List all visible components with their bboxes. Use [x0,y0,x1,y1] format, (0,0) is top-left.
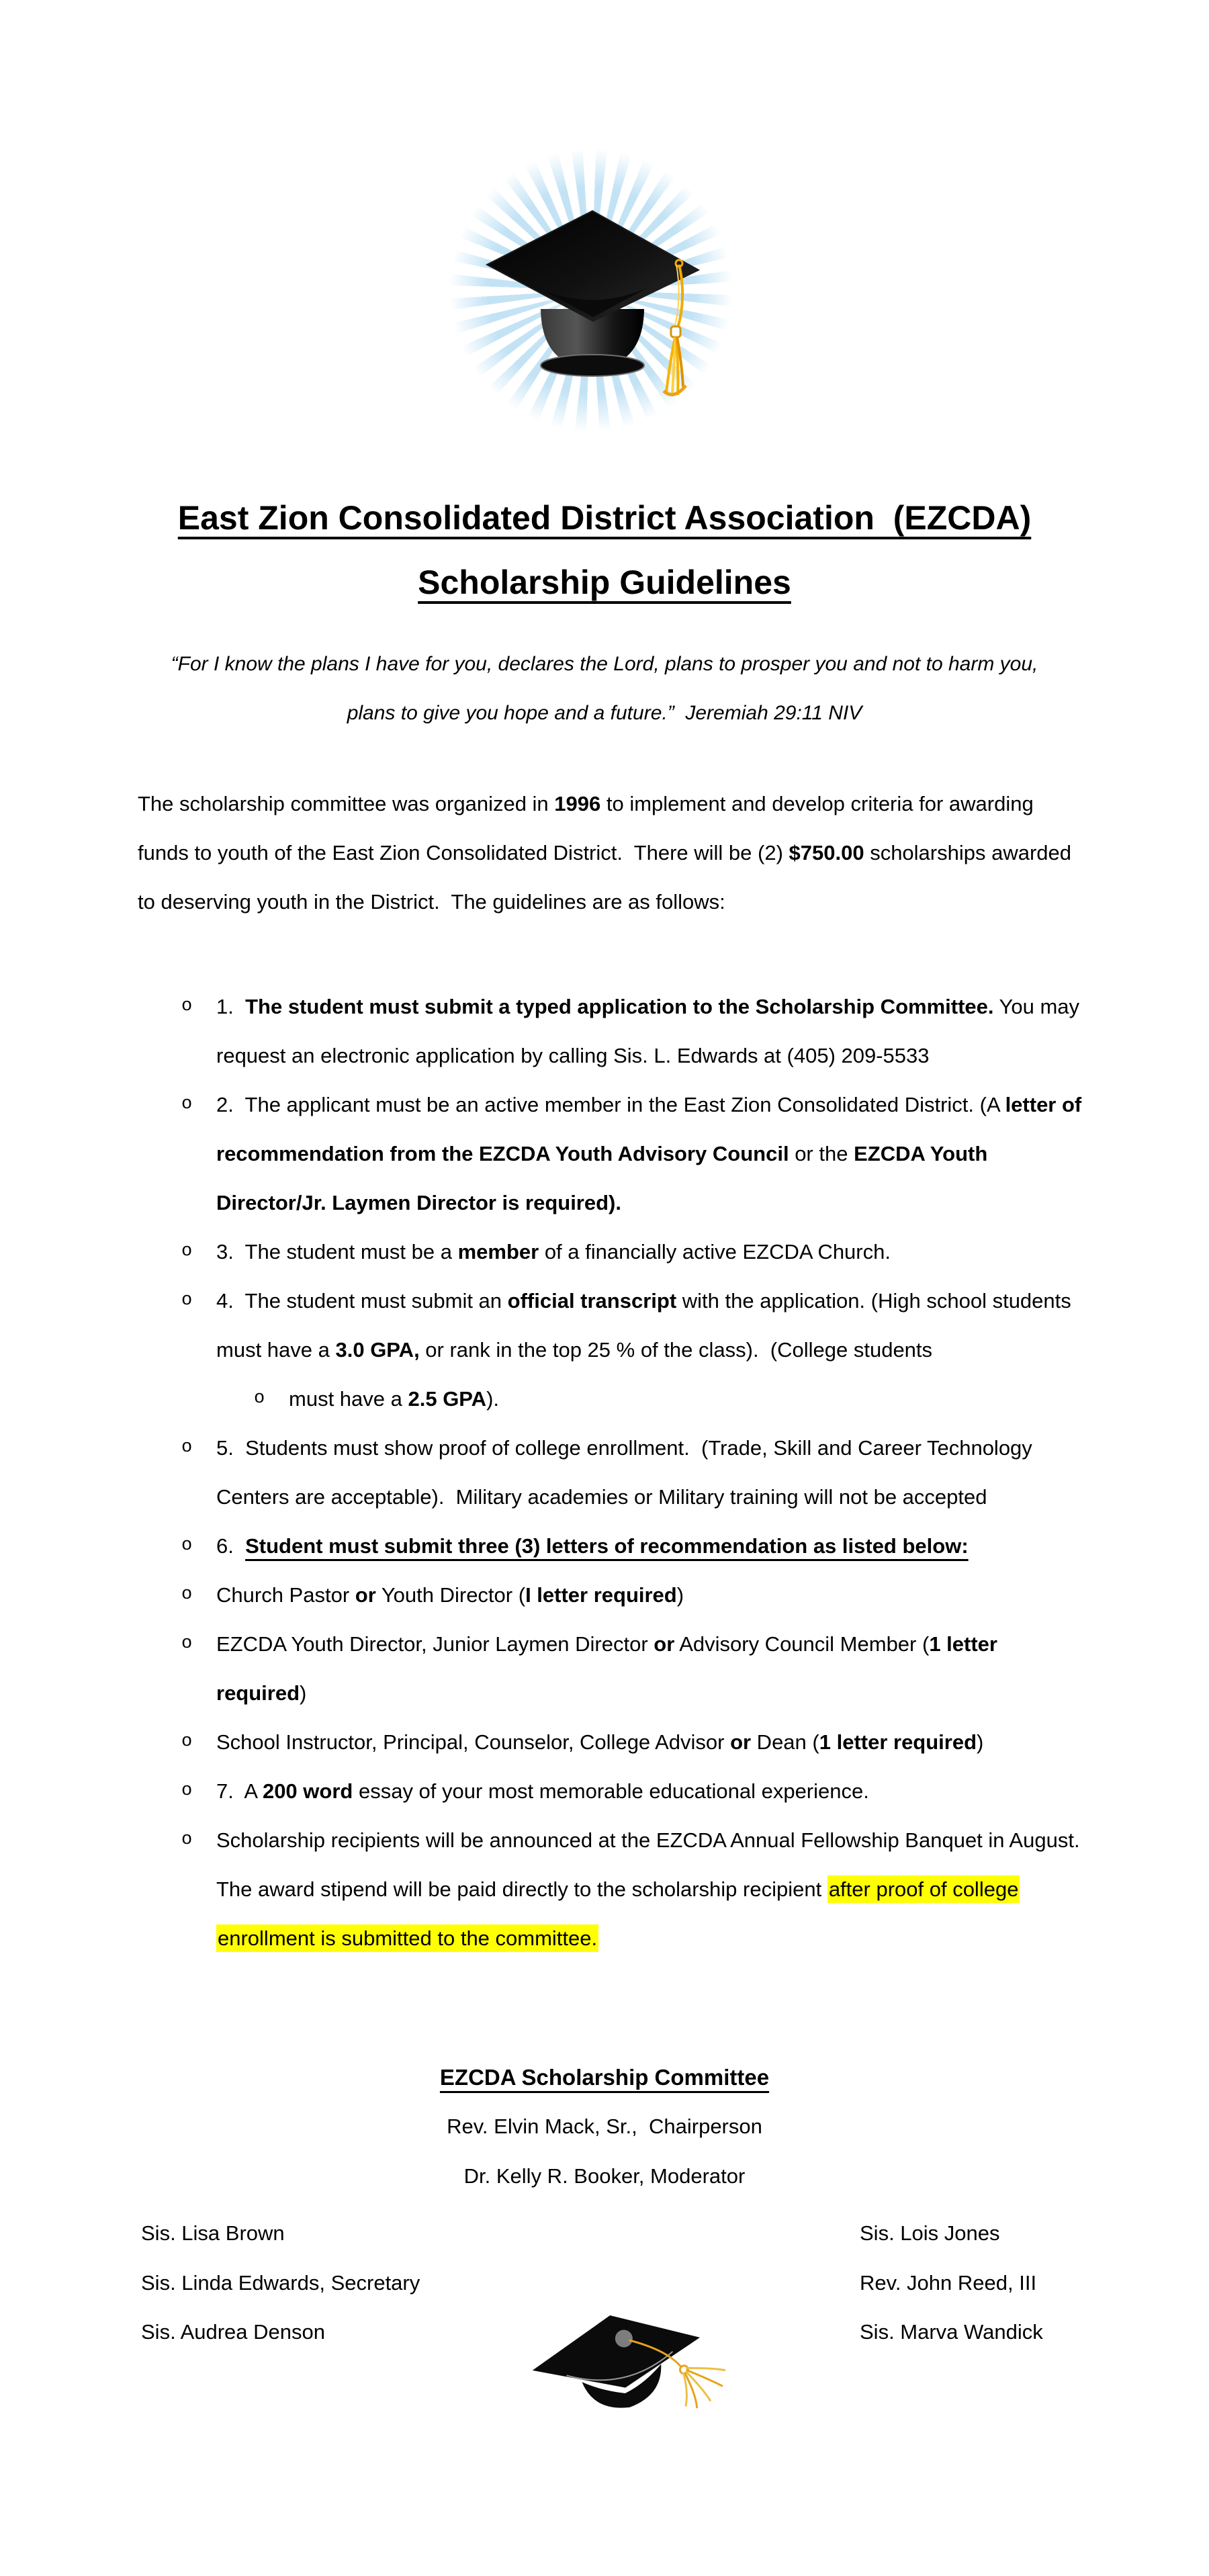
graduation-cap-icon [440,149,742,435]
guideline-text: Scholarship recipients will be announced at the EZCDA Annual Fellowship Banquet in August. The award stipend will be paid directly to the scholarship recipient after proof of college enrollment is submitted to the committee. [216,1828,1080,1952]
guideline-item [181,1767,1089,1816]
committee-chairperson: Rev. Elvin Mack, Sr., Chairperson [447,2115,762,2138]
bullet-marker: o [181,1241,193,1261]
guideline-text: 6. Student must submit three (3) letters of recommendation as listed below: [216,1534,969,1558]
guideline-text: 7. A 200 word essay of your most memorable educational experience. [216,1779,869,1803]
guideline-text: School Instructor, Principal, Counselor, College Advisor or Dean (1 letter required) [216,1730,984,1754]
committee-member-left: Sis. Audrea Denson [141,2320,326,2344]
bottom-graphic [517,2299,725,2436]
guidelines-list [181,982,1089,1963]
bullet-marker: o [181,1585,193,1605]
tilted-graduation-cap-icon [517,2299,725,2436]
committee-moderator: Dr. Kelly R. Booker, Moderator [463,2164,746,2188]
committee-member-row [141,2209,1075,2258]
guideline-text: 1. The student must submit a typed application to the Scholarship Committee. You may request an electronic application by calling Sis. L. Edwards at (405) 209-5533 [216,995,1080,1067]
guideline-item [181,1521,1089,1570]
committee-heading: EZCDA Scholarship Committee [439,2065,770,2090]
committee-member-right: Sis. Lois Jones [860,2221,1000,2245]
guideline-item [181,1227,1089,1276]
guideline-item [181,1570,1089,1619]
bullet-marker: o [181,1536,193,1556]
bullet-marker: o [181,1732,193,1752]
top-graphic [440,149,742,435]
document-title [0,486,1209,615]
guideline-item [181,1619,1089,1718]
guideline-text: 2. The applicant must be an active member in the East Zion Consolidated District. (A letter of recommendation from the EZCDA Youth Advisory Council or the EZCDA Youth Director/Jr. Laymen Director is required). [216,1093,1082,1214]
title-line-1: East Zion Consolidated District Association (EZCDA) [177,499,1032,537]
guideline-text: Church Pastor or Youth Director (I letter required) [216,1583,684,1607]
guideline-item [181,1423,1089,1521]
bullet-marker: o [181,1634,193,1654]
committee-member-left: Sis. Linda Edwards, Secretary [141,2270,420,2295]
bullet-marker: o [254,1388,265,1409]
guideline-text: 3. The student must be a member of a financially active EZCDA Church. [216,1240,891,1263]
guideline-item [181,1080,1089,1227]
guideline-item [181,982,1089,1080]
scripture-quote: “For I know the plans I have for you, declares the Lord, plans to prosper you and not to harm you, plans to give you hope and a future.” Jeremiah 29:11 NIV [171,653,1038,724]
bullet-marker: o [181,1781,193,1801]
intro-paragraph: The scholarship committee was organized in 1996 to implement and develop criteria for awarding funds to youth of the East Zion Consolidated District. There will be (2) $750.00 scholarships awarded to deserving youth in the District. The guidelines are as follows: [138,792,1072,914]
guideline-item [254,1374,1028,1423]
title-line-2: Scholarship Guidelines [418,564,791,601]
committee-member-right: Sis. Marva Wandick [860,2320,1043,2344]
highlighted-text: after proof of college enrollment is submitted to the committee. [216,1875,1020,1952]
guideline-item [181,1276,1089,1374]
guideline-text: EZCDA Youth Director, Junior Laymen Director or Advisory Council Member (1 letter required) [216,1632,997,1705]
bullet-marker: o [181,1290,193,1311]
bullet-marker: o [181,1094,193,1114]
bullet-marker: o [181,996,193,1016]
guideline-text: must have a 2.5 GPA). [289,1387,500,1411]
committee-member-right: Rev. John Reed, III [860,2270,1037,2295]
bullet-marker: o [181,1830,193,1850]
guideline-item [181,1718,1089,1767]
guideline-item [181,1816,1089,1963]
committee-member-left: Sis. Lisa Brown [141,2221,285,2245]
guideline-text: 5. Students must show proof of college enrollment. (Trade, Skill and Career Technology Centers are acceptable). Military academies or Military training will not be accepted [216,1436,1032,1509]
guideline-text: 4. The student must submit an official transcript with the application. (High school students must have a 3.0 GPA, or rank in the top 25 % of the class). (College students [216,1289,1071,1362]
bullet-marker: o [181,1437,193,1458]
